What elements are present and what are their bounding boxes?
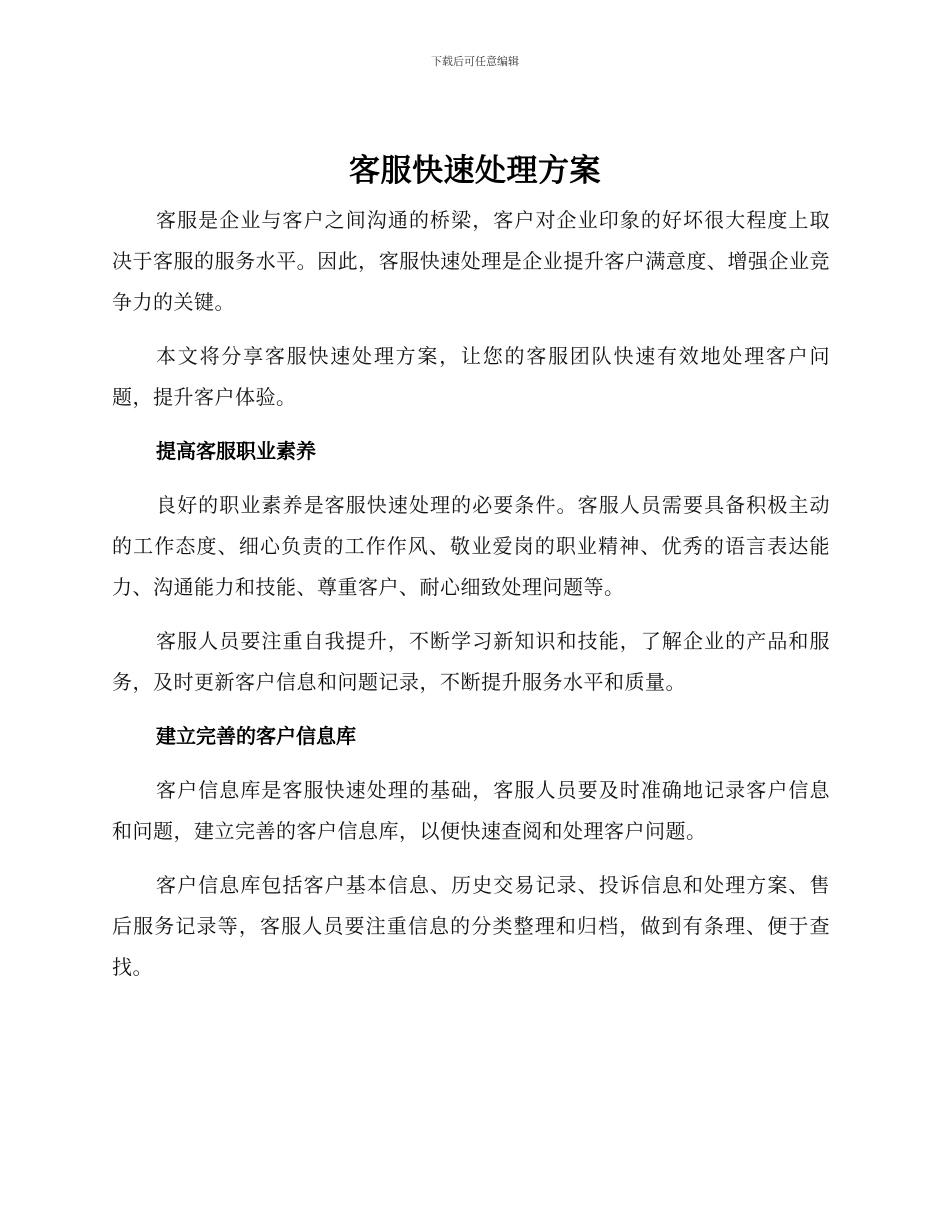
section2-paragraph-2: 客户信息库包括客户基本信息、历史交易记录、投诉信息和处理方案、售后服务记录等，客服人员要注重信息的分类整理和归档，做到有条理、便于查找。 — [112, 873, 830, 979]
document-title: 客服快速处理方案 — [349, 153, 601, 189]
section1-paragraph-2: 客服人员要注重自我提升，不断学习新知识和技能，了解企业的产品和服务，及时更新客户信息和问题记录，不断提升服务水平和质量。 — [112, 629, 830, 694]
document-body — [112, 200, 830, 1001]
section1-paragraph-1: 良好的职业素养是客服快速处理的必要条件。客服人员需要具备积极主动的工作态度、细心负责的工作作风、敬业爱岗的职业精神、优秀的语言表达能力、沟通能力和技能、尊重客户、耐心细致处理问题等。 — [112, 493, 830, 599]
intro-paragraph-2: 本文将分享客服快速处理方案，让您的客服团队快速有效地处理客户问题，提升客户体验。 — [112, 344, 830, 409]
section-heading-customer-database: 建立完善的客户信息库 — [156, 724, 356, 748]
section2-paragraph-1: 客户信息库是客服快速处理的基础，客服人员要及时准确地记录客户信息和问题，建立完善的客户信息库，以便快速查阅和处理客户问题。 — [112, 778, 830, 843]
section-heading-professionalism: 提高客服职业素养 — [156, 439, 316, 463]
header-note: 下载后可任意编辑 — [431, 55, 519, 68]
intro-paragraph-1: 客服是企业与客户之间沟通的桥梁，客户对企业印象的好坏很大程度上取决于客服的服务水平。因此，客服快速处理是企业提升客户满意度、增强企业竞争力的关键。 — [112, 208, 830, 314]
